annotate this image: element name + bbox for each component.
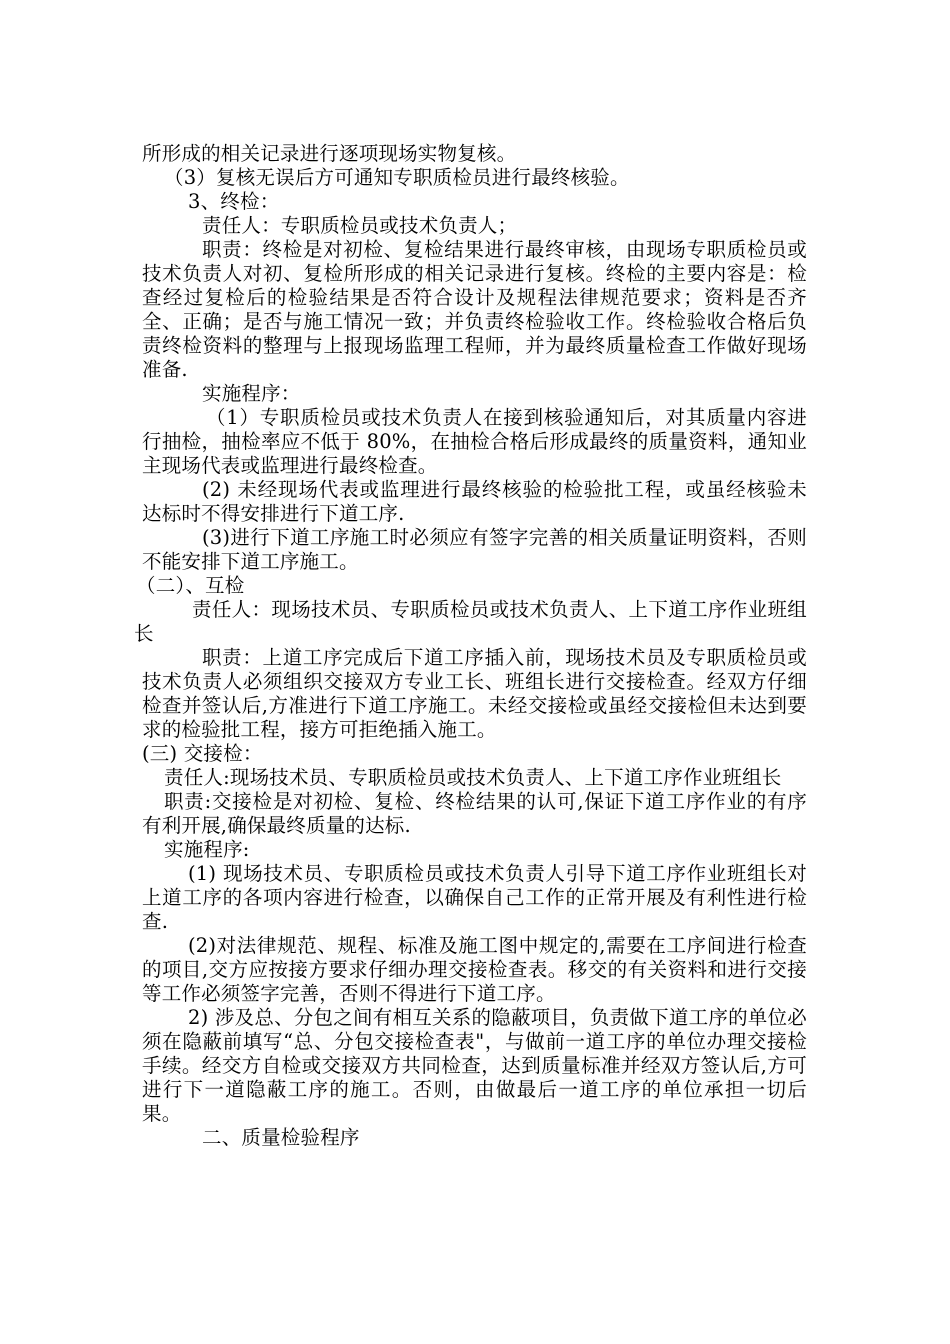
- heading-final-inspection: 3、终检：: [188, 190, 280, 213]
- paragraph-handover-procedure-label: 实施程序:: [164, 838, 250, 861]
- paragraph-notify-inspector: （3）复核无误后方可通知专职质检员进行最终核验。: [164, 166, 630, 189]
- heading-handover-inspection: (三) 交接检：: [142, 742, 263, 765]
- paragraph-mutual-responsible: 责任人：现场技术员、专职质检员或技术负责人、上下道工序作业班组长: [134, 598, 807, 645]
- paragraph-handover-procedure-2: (2)对法律规范、规程、标准及施工图中规定的,需要在工序间进行检查的项目,交方应按接方要求仔细办理交接检查表。移交的有关资料和进行交接等工作必须签字完善，否则不得进行下道工序。: [142, 934, 807, 1005]
- paragraph-mutual-duties: 职责：上道工序完成后下道工序插入前，现场技术员及专职质检员或技术负责人必须组织交接双方专业工长、班组长进行交接检查。经双方仔细检查并签认后,方准进行下道工序施工。未经交接检或虽经交接检但未达到要求的检验批工程，接方可拒绝插入施工。: [142, 646, 807, 741]
- paragraph-handover-procedure-1: (1) 现场技术员、专职质检员或技术负责人引导下道工序作业班组长对上道工序的各项内容进行检查，以确保自己工作的正常开展及有利性进行检查.: [142, 862, 807, 933]
- paragraph-final-procedure-label: 实施程序：: [202, 382, 301, 405]
- document-body: [134, 142, 807, 1150]
- paragraph-handover-procedure-3: 2) 涉及总、分包之间有相互关系的隐蔽项目，负责做下道工序的单位必须在隐蔽前填写“总、分包交接检查表"，与做前一道工序的单位办理交接检手续。经交方自检或交接双方共同检查，达到质量标准并经双方签认后,方可进行下一道隐蔽工序的施工。否则，由做最后一道工序的单位承担一切后果。: [142, 1006, 807, 1125]
- heading-mutual-inspection: （二）、互检: [136, 574, 245, 597]
- paragraph-final-procedure-1: （1）专职质检员或技术负责人在接到核验通知后，对其质量内容进行抽检，抽检率应不低于 80%，在抽检合格后形成最终的质量资料，通知业主现场代表或监理进行最终检查。: [142, 406, 807, 477]
- paragraph-final-responsible: 责任人：专职质检员或技术负责人；: [202, 214, 518, 237]
- heading-quality-procedure: 二、质量检验程序: [202, 1126, 360, 1149]
- paragraph-final-duties: 职责：终检是对初检、复检结果进行最终审核，由现场专职质检员或技术负责人对初、复检所形成的相关记录进行复核。终检的主要内容是：检查经过复检后的检验结果是否符合设计及规程法律规范要求；资料是否齐全、正确；是否与施工情况一致；并负责终检验收工作。终检验收合格后负责终检资料的整理与上报现场监理工程师，并为最终质量检查工作做好现场准备.: [142, 238, 807, 381]
- paragraph-record-review: 所形成的相关记录进行逐项现场实物复核。: [142, 142, 517, 165]
- paragraph-final-procedure-2: (2) 未经现场代表或监理进行最终核验的检验批工程，或虽经核验未达标时不得安排进行下道工序.: [142, 478, 807, 525]
- paragraph-handover-responsible: 责任人:现场技术员、专职质检员或技术负责人、上下道工序作业班组长: [164, 766, 782, 789]
- paragraph-handover-duties: 职责:交接检是对初检、复检、终检结果的认可,保证下道工序作业的有序有利开展,确保最终质量的达标.: [142, 790, 807, 837]
- paragraph-final-procedure-3: (3)进行下道工序施工时必须应有签字完善的相关质量证明资料，否则不能安排下道工序施工。: [142, 526, 807, 573]
